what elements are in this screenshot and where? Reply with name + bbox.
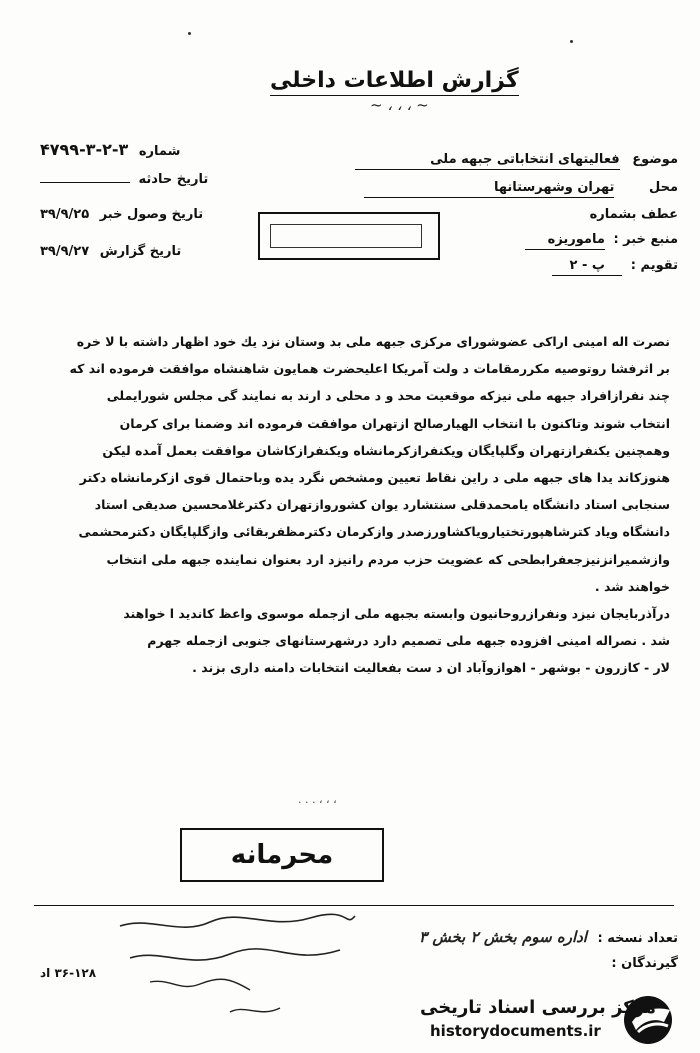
event-date-value: [40, 180, 130, 183]
faint-marks: . . . ، ، ،: [298, 793, 337, 806]
report-date-row: [40, 244, 181, 259]
report-date-label: تاریخ گزارش: [99, 244, 182, 259]
location-row: [364, 180, 678, 198]
file-number: ۳۶-۱۲۸ اد: [40, 966, 97, 980]
subject-value: فعالیتهای انتخاباتی جبهه ملی: [355, 152, 620, 170]
body-line: هنوزکاند یدا های جبهه ملی د راین نقاط تعیین ومشخص نگرد یده وباحتمال قوی ازکرمانشاه دکتر: [79, 470, 670, 486]
handwritten-mark: ~ ، ، ، ~: [370, 96, 429, 114]
number-value: ۳-۲-۳-۴۷۹۹: [40, 140, 129, 159]
source-row: [525, 232, 678, 250]
location-value: تهران وشهرستانها: [364, 180, 614, 198]
recipients-row: [611, 956, 678, 971]
received-date-value: ۳۹/۹/۲۵: [40, 207, 90, 222]
location-label: محل: [648, 180, 678, 195]
speck: [570, 40, 573, 43]
body-line: بر اثرفشا روتوصیه مکررمقامات د ولت آمریکا اعلیحضرت همایون شاهنشاه موافقت فرموده اند که: [69, 361, 670, 377]
watermark-name: مرکز بررسی اسناد تاریخی: [420, 997, 657, 1018]
body-line: دانشگاه ویاد کترشاهپورتختیارویاکشاورزصدر وازکرمان دکترمظفربقائی وازگلپایگان دکترمحشمی: [78, 524, 670, 540]
copies-value: اداره سوم بخش ۲ بخش ۳: [419, 928, 587, 946]
rating-row: [552, 258, 678, 276]
body-line: انتخاب شوند وتاکنون با انتخاب الهیارصالح ازتهران موافقت فرموده اند وضمنا برای کرمان: [119, 415, 670, 431]
number-label: شماره: [138, 144, 181, 159]
ref-label: عطف بشماره: [589, 207, 678, 222]
received-date-row: [40, 207, 203, 222]
body-line: شد . نصراله امینی افزوده جبهه ملی تصمیم دارد درشهرستانهای جنوبی ازجمله جهرم: [147, 633, 670, 649]
subject-label: موضوع: [632, 152, 678, 167]
received-date-label: تاریخ وصول خبر: [99, 207, 204, 222]
body-line: نصرت اله امینی اراکی عضوشورای مرکزی جبهه ملی بد وستان نزد یك خود اظهار داشته با لا خره: [76, 334, 670, 349]
recipients-label: گیرندگان :: [611, 956, 678, 971]
number-row: [40, 140, 180, 159]
body-line: لار - کازرون - بوشهر - اهوازوآباد ان د ست بفعالیت انتخابات دامنه داری بزند .: [192, 660, 670, 676]
handwritten-signature: [110, 908, 360, 1028]
report-body: [28, 328, 670, 682]
source-value: ماموریزه: [525, 232, 605, 250]
copies-row: [419, 928, 678, 946]
source-label: منبع خبر :: [613, 232, 678, 247]
rating-label: تقویم :: [630, 258, 678, 273]
body-line: درآذربایجان نیزد ونفرازروحانیون وابسته بجبهه ملی ازجمله موسوی واعظ کاندید ا خواهند: [123, 606, 670, 622]
body-line: وازشمیرانزنیزجعفرابطحی که عضویت حزب مردم رانیزد ارد بعنوان نماینده جبهه ملی انتخاب: [106, 551, 670, 567]
body-line: سنجابی استاد دانشگاه یامحمدقلی سنتشارد یوان کشوروازتهران دکترغلامحسین صدیقی استاد: [94, 497, 670, 513]
report-date-value: ۳۹/۹/۲۷: [40, 244, 90, 259]
document-title: گزارش اطلاعات داخلی: [270, 68, 519, 96]
ref-row: [590, 207, 678, 222]
copies-label: تعداد نسخه :: [597, 931, 678, 946]
event-date-row: [40, 172, 208, 187]
rating-value: پ - ۲: [552, 258, 622, 276]
reference-stamp-box: [258, 212, 440, 260]
event-date-label: تاریخ حادثه: [138, 172, 209, 187]
body-line: وهمچنین یکنفرازتهران وگلپایگان ویکنفرازکرمانشاه ویکنفرازکاشان موافقت بعمل آمده لیکن: [102, 442, 670, 458]
footer-divider: [34, 905, 674, 906]
body-line: خواهند شد .: [594, 578, 670, 594]
subject-row: [355, 152, 678, 170]
reference-stamp-inner: [270, 224, 422, 248]
classification-stamp: محرمانه: [180, 828, 384, 882]
body-line: چند نفرازافراد جبهه ملی نیزکه موقعیت محد و د محلی د ارند به نمایند گی مجلس شورایملی: [106, 388, 670, 404]
watermark-site: historydocuments.ir: [430, 1022, 601, 1040]
speck: [188, 32, 191, 35]
